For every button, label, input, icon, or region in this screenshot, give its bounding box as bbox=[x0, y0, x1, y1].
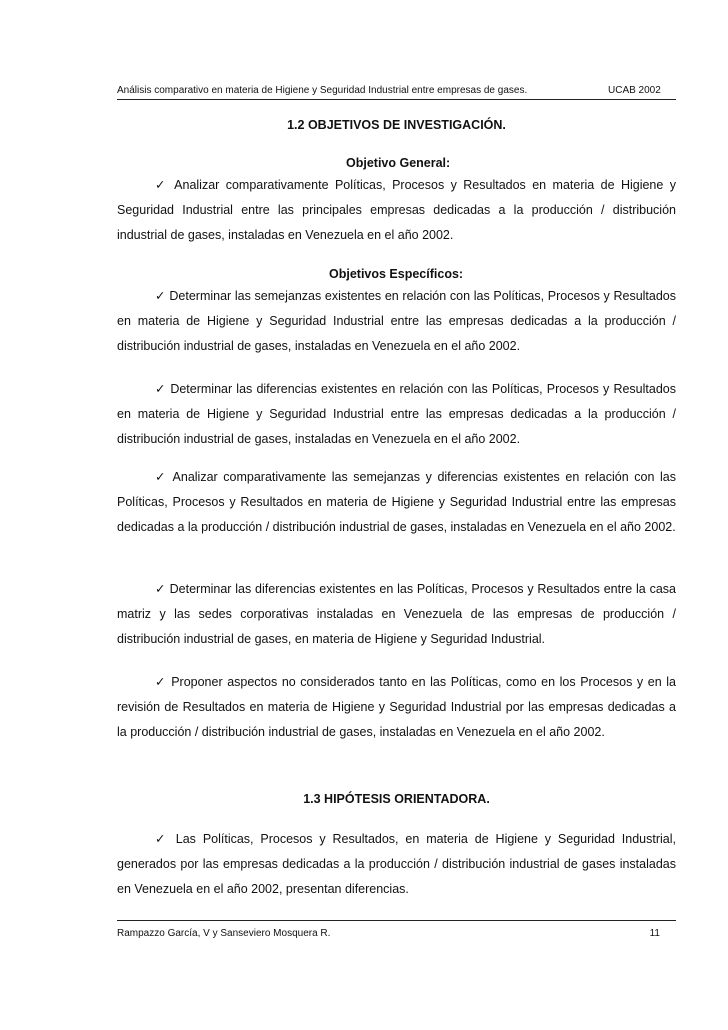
subtitle-objetivo-general: Objetivo General: bbox=[346, 156, 451, 170]
paragraph-text: Proponer aspectos no considerados tanto en las Políticas, como en los Procesos y en la revisión de Resultados en materia de Higiene y Seguridad Industrial por las empresas dedicadas a la producción / distribución industrial de gases, instaladas en Venezuela en el año 2002. bbox=[117, 675, 676, 739]
paragraph-objetivo-general bbox=[117, 173, 676, 247]
paragraph-text: Determinar las diferencias existentes en relación con las Políticas, Procesos y Resultados en materia de Higiene y Seguridad Industrial entre las empresas dedicadas a la producción / distribución industrial de gases, instaladas en Venezuela en el año 2002. bbox=[117, 382, 676, 446]
paragraph-hipotesis bbox=[117, 827, 676, 901]
header-institution: UCAB 2002 bbox=[608, 85, 661, 96]
paragraph-text: Las Políticas, Procesos y Resultados, en materia de Higiene y Seguridad Industrial, generados por las empresas dedicadas a la producción / distribución industrial de gases instaladas en Venezuela en el año 2002, presentan diferencias. bbox=[117, 832, 676, 896]
checkmark-icon: ✓ bbox=[155, 832, 169, 846]
paragraph-especifico-2 bbox=[117, 377, 676, 451]
checkmark-icon: ✓ bbox=[155, 178, 169, 192]
paragraph-especifico-3 bbox=[117, 465, 676, 539]
footer-rule bbox=[117, 920, 676, 921]
subtitle-objetivos-especificos: Objetivos Específicos: bbox=[329, 267, 464, 281]
page-number: 11 bbox=[649, 928, 660, 939]
section-title-objetivos: 1.2 OBJETIVOS DE INVESTIGACIÓN. bbox=[287, 118, 506, 132]
paragraph-text: Determinar las semejanzas existentes en relación con las Políticas, Procesos y Resultados en materia de Higiene y Seguridad Industrial entre las empresas dedicadas a la producción / distribución industrial de gases, instaladas en Venezuela en el año 2002. bbox=[117, 289, 676, 353]
checkmark-icon: ✓ bbox=[155, 582, 166, 596]
paragraph-especifico-1 bbox=[117, 284, 676, 358]
header-rule bbox=[117, 99, 676, 100]
checkmark-icon: ✓ bbox=[155, 289, 166, 303]
checkmark-icon: ✓ bbox=[155, 382, 167, 396]
checkmark-icon: ✓ bbox=[155, 675, 167, 689]
header-title: Análisis comparativo en materia de Higiene y Seguridad Industrial entre empresas de gases. bbox=[117, 85, 528, 96]
paragraph-text: Analizar comparativamente Políticas, Procesos y Resultados en materia de Higiene y Seguridad Industrial entre las principales empresas dedicadas a la producción / distribución industrial de gases, instaladas en Venezuela en el año 2002. bbox=[117, 178, 676, 242]
paragraph-text: Analizar comparativamente las semejanzas y diferencias existentes en relación con las Políticas, Procesos y Resultados en materia de Higiene y Seguridad Industrial entre las empresas dedicadas a la producción / distribución industrial de gases, instaladas en Venezuela en el año 2002. bbox=[117, 470, 676, 534]
checkmark-icon: ✓ bbox=[155, 470, 168, 484]
section-title-hipotesis: 1.3 HIPÓTESIS ORIENTADORA. bbox=[303, 792, 490, 806]
paragraph-especifico-5 bbox=[117, 670, 676, 744]
paragraph-text: Determinar las diferencias existentes en las Políticas, Procesos y Resultados entre la casa matriz y las sedes corporativas instaladas en Venezuela de las empresas de producción / distribución industrial de gases, en materia de Higiene y Seguridad Industrial. bbox=[117, 582, 676, 646]
paragraph-especifico-4 bbox=[117, 577, 676, 651]
footer-authors: Rampazzo García, V y Sanseviero Mosquera R. bbox=[117, 928, 331, 939]
